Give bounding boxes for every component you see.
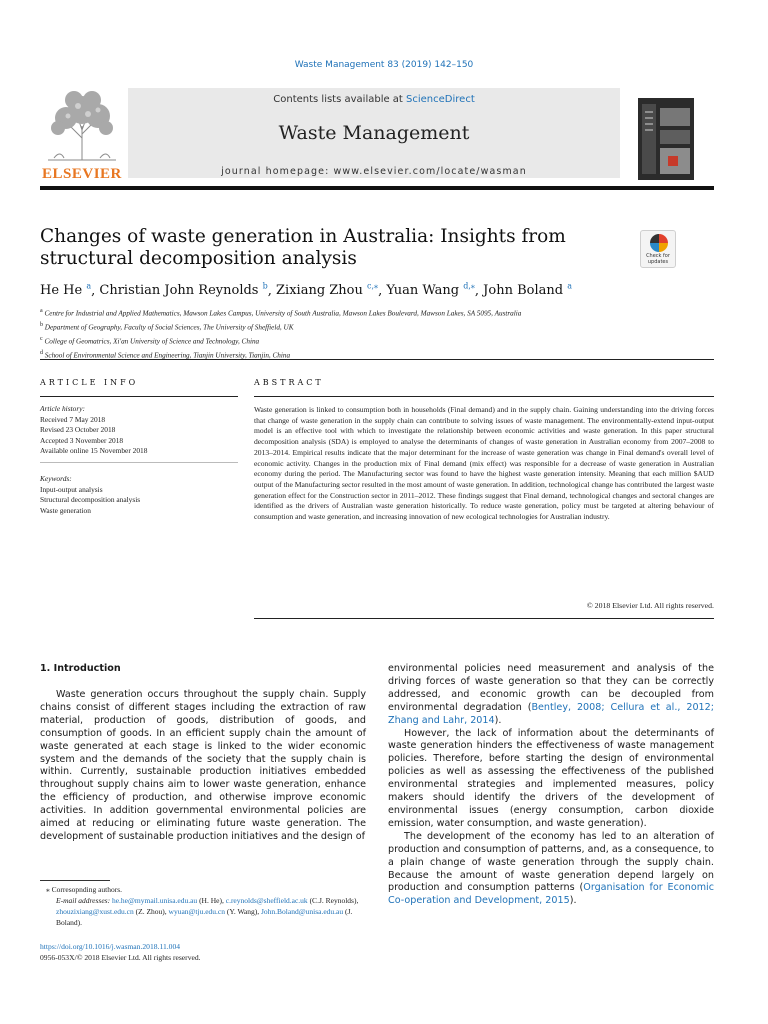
keywords <box>40 474 238 516</box>
journal-homepage: journal homepage: www.elsevier.com/locate/wasman <box>221 166 527 177</box>
doi-block <box>40 941 201 963</box>
keywords-label: Keywords: <box>40 474 72 483</box>
history-item: Revised 23 October 2018 <box>40 425 116 435</box>
article-title: Changes of waste generation in Australia: Insights from structural decomposition analysis <box>40 226 566 269</box>
author[interactable]: Christian John Reynolds $^b$ <box>99 282 268 299</box>
article-info-heading: ARTICLE INFO <box>40 378 139 387</box>
affiliation: $^c$ College of Geomatrics, Xi'an University of Science and Technology, China <box>40 335 260 346</box>
author[interactable]: John Boland $^a$ <box>483 282 572 299</box>
abstract-end-divider <box>254 618 714 619</box>
email-addresses: E-mail addresses: he.he@mymail.unisa.edu.au (H. He), c.reynolds@sheffield.ac.uk (C.J. Reynolds), zhouzixiang@xust.edu.cn (Z. Zhou), wyuan@tju.edu.cn (Y. Wang), John.Boland@unisa.edu.au (J. Boland). <box>56 896 359 927</box>
history-item: Available online 15 November 2018 <box>40 446 148 456</box>
section-heading-introduction: 1. Introduction <box>40 663 121 674</box>
history-item: Accepted 3 November 2018 <box>40 435 124 445</box>
keyword: Input-output analysis <box>40 484 103 494</box>
email-link[interactable]: wyuan@tju.edu.cn <box>168 907 226 916</box>
info-subdivider <box>40 462 238 463</box>
contents-line: Contents lists available at ScienceDirect <box>273 94 475 105</box>
body-column-left <box>40 689 366 844</box>
crossmark-icon <box>650 234 668 252</box>
masthead-banner <box>128 88 620 178</box>
author-list: He He $^a$, Christian John Reynolds $^b$, Zixiang Zhou $^{c,⁎}$, Yuan Wang $^{d,⁎}$, John Boland $^a$ <box>40 282 572 299</box>
journal-cover-thumbnail[interactable] <box>638 98 694 180</box>
footnote-rule <box>40 880 110 881</box>
author[interactable]: He He $^a$ <box>40 282 92 299</box>
body-column-right <box>388 663 714 908</box>
homepage-url-link[interactable]: www.elsevier.com/locate/wasman <box>333 166 527 177</box>
abstract-divider <box>254 396 714 397</box>
abstract-copyright: © 2018 Elsevier Ltd. All rights reserved. <box>586 601 714 610</box>
check-for-updates-button[interactable] <box>640 230 676 268</box>
abstract-heading: ABSTRACT <box>254 378 324 387</box>
sciencedirect-link[interactable]: ScienceDirect <box>406 94 475 105</box>
article-history <box>40 404 238 457</box>
email-link[interactable]: zhouzixiang@xust.edu.cn <box>56 907 134 916</box>
elsevier-wordmark: ELSEVIER <box>42 166 122 182</box>
body-paragraph: environmental policies need measurement and analysis of the driving forces of waste generation so that they can be correctly addressed, and economic growth can be decoupled from environmental degradation (Bentley, 2008; Cellura et al., 2012; Zhang and Lahr, 2014). <box>388 663 714 726</box>
abstract-text: Waste generation is linked to consumption both in households (Final demand) and in the supply chain. Gaining understanding into the driving forces that change of waste generation in the supply chain can contribute to solving issues of waste management. The environmentally-extend input-output model is an effective tool with which to investigate the relationship between economic activities and waste generation. In this paper structural decomposition analysis (SDA) is employed to analyse the determinants of changes of waste generation in Australian economy from 2007–2008 to 2013–2014. Empirical results indicate that the major determinant for the increase of waste generation was change in Final demand's overall level of economic activity. Changes in the production mix of Final demand (mix effect) was responsible for a decrease of waste generation in Australian economy during the period. The Manufacturing sector was found to have the highest waste generation intensity. Meaning that each million $AUD output of the Manufacturing sector resulted in the most amount of waste generation. In addition, technological change has contributed the largest waste generation effect for the Construction sector in 2011–2012. These findings suggest that Final demand, technological changes and sectoral changes are identified as the drivers of Australian waste generation historically. To reduce waste generation, policy must be targeted at altering behaviour of consumption and waste generation, and increasing innovation of new ecological technologies for Australian industry. <box>254 405 714 522</box>
author[interactable]: Yuan Wang $^{d,⁎}$ <box>386 282 475 299</box>
history-item: Received 7 May 2018 <box>40 414 106 424</box>
corresponding-author-note: ⁎ Corresopnding authors. <box>46 885 123 894</box>
journal-name: Waste Management <box>278 122 470 144</box>
journal-masthead <box>40 84 714 182</box>
body-paragraph: The development of the economy has led to an alteration of production and consumption of patterns, and, as a consequence, to a plain change of waste generation through the supply chain. Because the amount of waste generation depend largely on production and consumption patterns (Organisation for Economic Co-operation and Development, 2015). <box>388 830 714 907</box>
body-paragraph: Waste generation occurs throughout the supply chain. Supply chains consist of different stages including the extraction of raw material, production of goods, distribution of goods, and consumption of goods. In an efficient supply chain the amount of waste generated at each stage is linked to the wider economic system and the demands of the society that the supply chain is within. Currently, sustainable production initiatives embedded throughout supply chains aim to lower waste generation, enhance the efficiency of production, and otherwise improve economic activities. In addition governmental environmental policies are aimed at reducing or eliminating future waste generation. The development of sustainable production initiatives and the design of <box>40 689 366 842</box>
email-link[interactable]: c.reynolds@sheffield.ac.uk <box>225 896 308 905</box>
section-divider <box>40 359 714 360</box>
email-link[interactable]: he.he@mymail.unisa.edu.au <box>111 896 198 905</box>
email-link[interactable]: John.Boland@unisa.edu.au <box>261 907 344 916</box>
masthead-rule <box>40 186 714 190</box>
journal-citation-link[interactable]: Waste Management 83 (2019) 142–150 <box>294 60 474 70</box>
keyword: Waste generation <box>40 505 91 515</box>
keyword: Structural decomposition analysis <box>40 495 141 505</box>
crossmark-label: Check for updates <box>646 253 670 265</box>
affiliation: $^a$ Centre for Industrial and Applied Mathematics, Mawson Lakes Campus, University of South Australia, Mawson Lakes Boulevard, Mawson Lakes, SA 5095, Australia <box>40 308 522 318</box>
citation-link[interactable]: Bentley, 2008; Cellura et al., 2012; Zhang and Lahr, 2014 <box>388 701 714 726</box>
info-divider <box>40 396 238 397</box>
citation-link[interactable]: Organisation for Economic Co-operation and Development, 2015 <box>388 882 714 907</box>
affiliation: $^b$ Department of Geography, Faculty of Social Sciences, The University of Sheffield, UK <box>40 321 294 332</box>
history-label: Article history: <box>40 404 85 413</box>
elsevier-tree-logo <box>40 86 124 182</box>
doi-link[interactable]: https://doi.org/10.1016/j.wasman.2018.11.004 <box>40 942 181 951</box>
affiliation: $^d$ School of Environmental Science and Engineering, Tianjin University, Tianjin, China <box>40 349 291 360</box>
affiliation-list <box>40 306 720 362</box>
author[interactable]: Zixiang Zhou $^{c,⁎}$ <box>276 282 379 299</box>
issn-line: 0956-053X/© 2018 Elsevier Ltd. All rights reserved. <box>40 953 201 962</box>
footnotes <box>40 884 366 928</box>
body-paragraph: However, the lack of information about the determinants of waste generation hinders the effectiveness of waste management policies. Therefore, before starting the design of environmental policies as well as assessing the effectiveness of the published environmental strategies and implemented measures, policy makers should identify the drivers of the development of environmental issues (energy consumption, carbon dioxide emission, water consumption, and waste generation). <box>388 727 714 829</box>
